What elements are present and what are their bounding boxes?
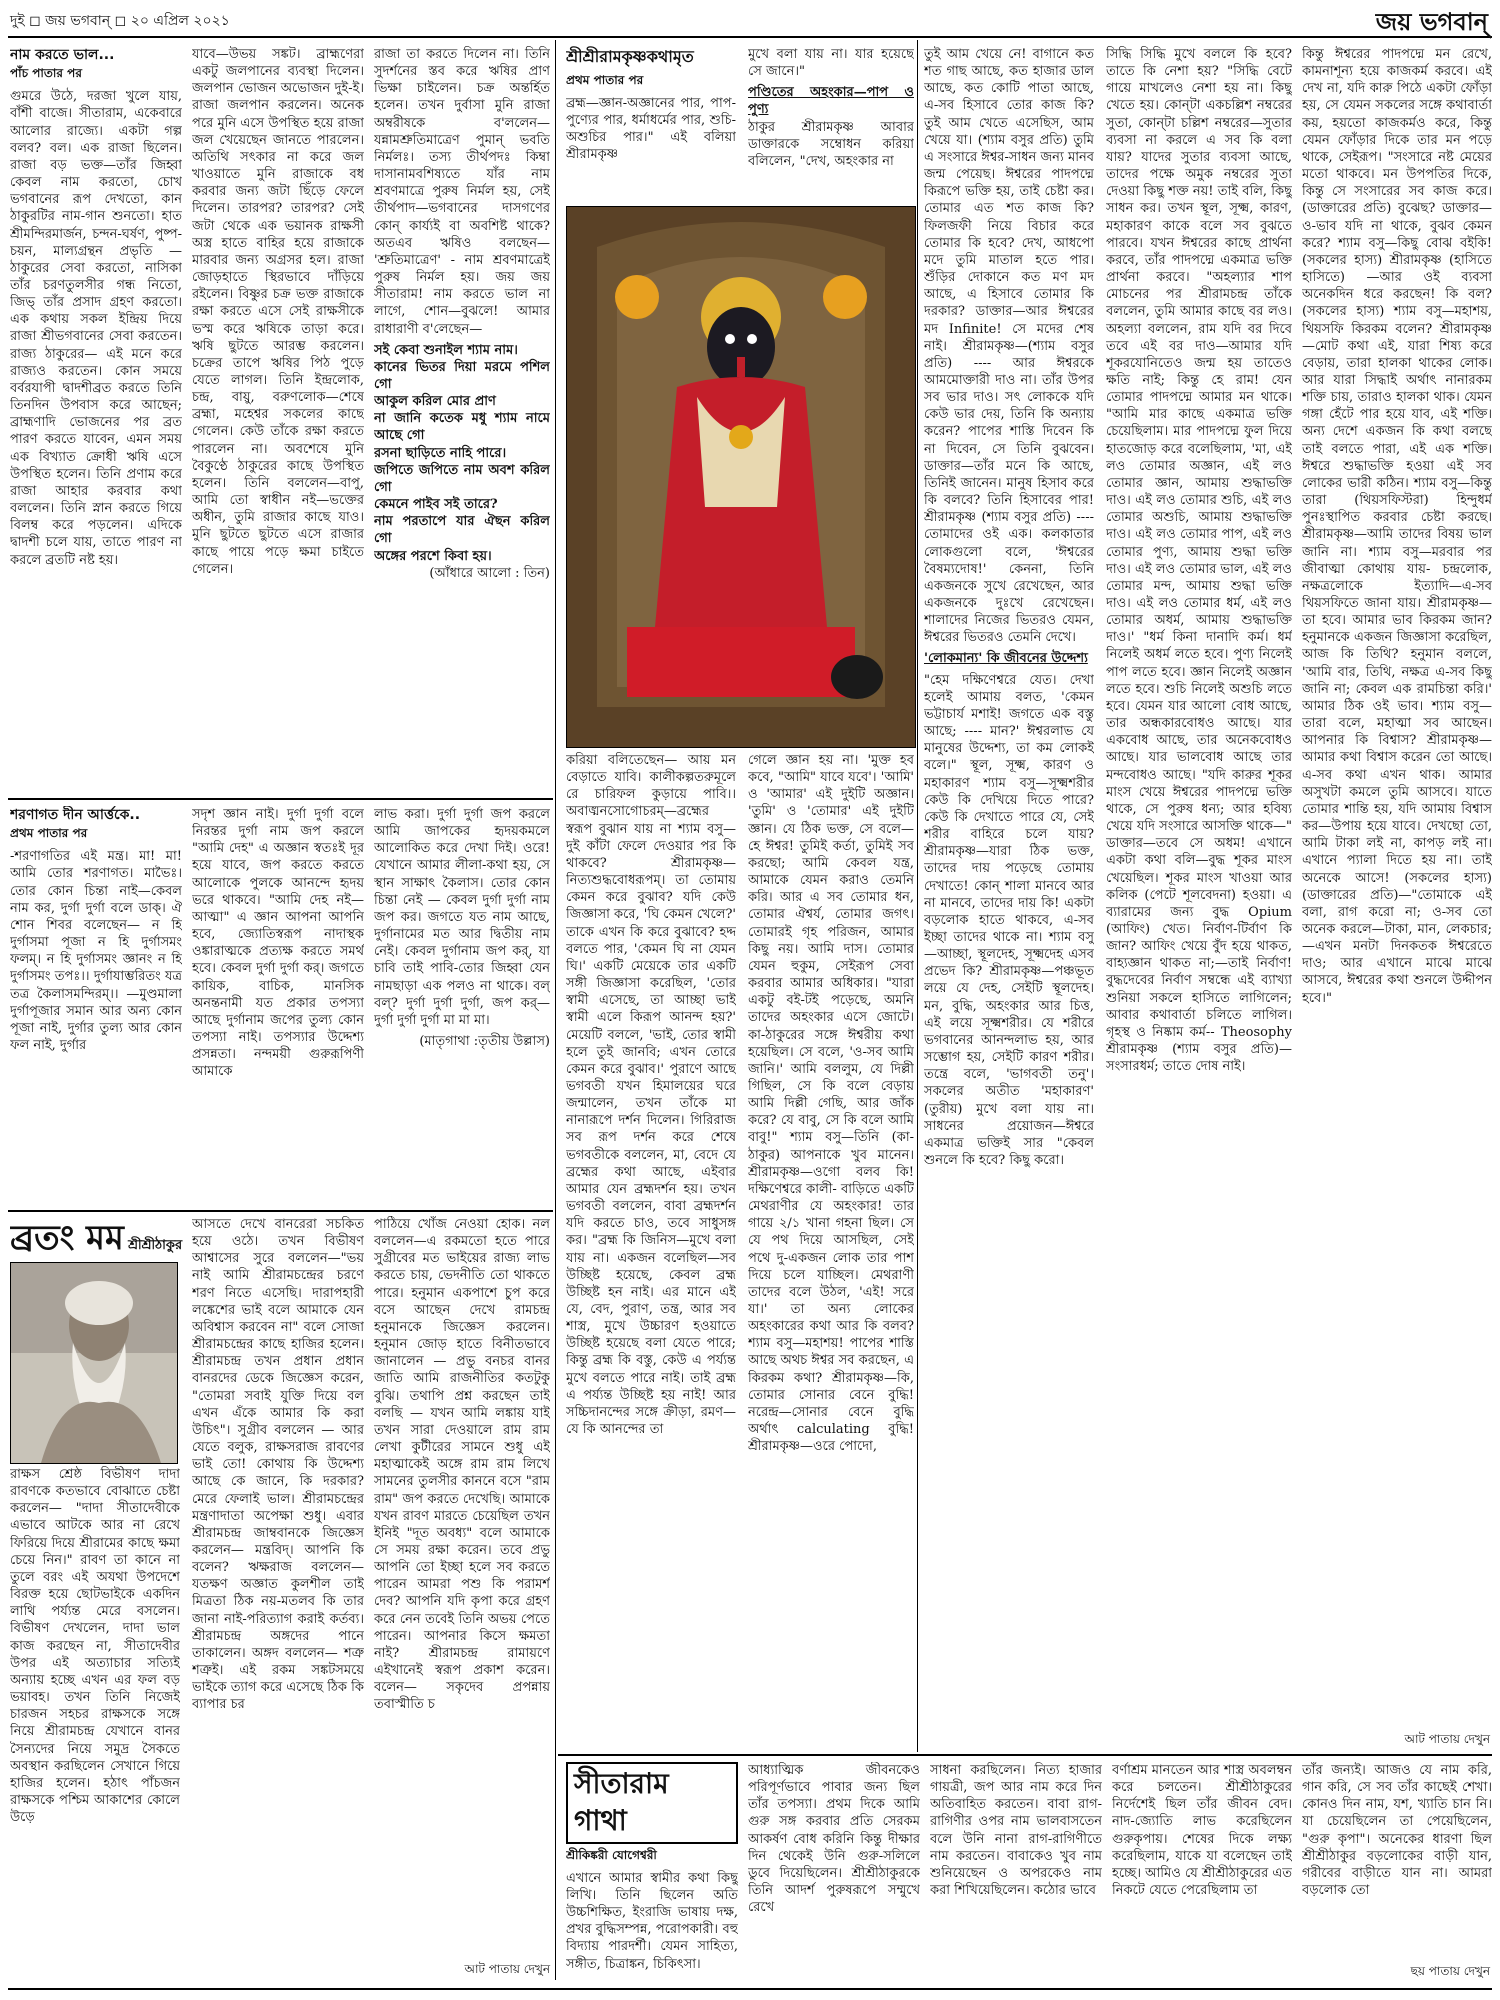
story-column xyxy=(1302,46,1492,1730)
page-header xyxy=(8,6,1492,38)
story-text: গেলে জ্ঞান হয় না। 'মুক্ত হব কবে, "আমি" যাবে যবে'। 'আমি' ও 'আমার' এই দুইটি অজ্ঞান। 'তুমি' ও 'তোমার' এই দুইটি জ্ঞান। যে ঠিক ভক্ত, সে বলে—হে ঈশ্বর! তুমিই কর্তা, তুমিই সব করছো; আমি কেবল যন্ত্র, আমাকে যেমন করাও তেমনি করি। আর এ সব তোমার ধন, তোমার ঐশ্বর্য, তোমার জগৎ। তোমারই গৃহ পরিজন, আমার কিছু নয়। আমি দাস। তোমার যেমন হুকুম, সেইরূপ সেবা করবার আমার অধিকার। "যারা একটু বই-টই পড়েছে, অমনি তাদের অহংকার এসে জোটে। কা-ঠাকুরের সঙ্গে ঈশ্বরীয় কথা হয়েছিল। সে বলে, 'ও-সব আমি জানি।' আমি বললুম, যে দিল্লী গিছিল, সে কি বলে বেড়ায় আমি দিল্লী গেছি, আর জাঁক করে? যে বাবু, সে কি বলে আমি বাবু!" শ্যাম বসু—তিনি (কা-ঠাকুর) আপনাকে খুব মানেন। শ্রীরামকৃষ্ণ—ওগো বলব কি! দক্ষিণেশ্বরে কালী- বাড়িতে একটি মেথরাণীর যে অহংকার! তার গায়ে ২/১ খানা গহনা ছিল। সে যে পথ দিয়ে আসছিল, সেই পথে দু-একজন লোক তার পাশ দিয়ে চলে যাচ্ছিল। মেথরাণী তাদের বলে উঠল, 'এই! সরে যা।' তা অন্য লোকের অহংকারের কথা আর কি বলব? শ্যাম বসু—মহাশয়! পাপের শাস্তি আছে অথচ ঈশ্বর সব করছেন, এ কিরকম কথা? শ্রীরামকৃষ্ণ—কি, তোমার সোনার বেনে বুদ্ধি! নরেন্দ্র—সোনার বেনে বুদ্ধি অর্থাৎ calculating বুদ্ধি! শ্রীরামকৃষ্ণ—ওরে পোদো, xyxy=(748,753,914,1455)
story-continued: প্রথম পাতার পর xyxy=(566,73,644,88)
section-heading: 'লোকমান্য' কি জীবনের উদ্দেশ্য xyxy=(924,651,1088,667)
author: শ্রীশ্রীঠাকুর xyxy=(128,1238,183,1253)
story-title: নাম করতে ভাল... xyxy=(10,47,115,63)
story-column xyxy=(10,1466,180,1984)
divider xyxy=(8,1210,553,1212)
story-column xyxy=(930,1762,1102,1984)
story-column xyxy=(1112,1762,1292,1984)
story-text: বর্ণাশ্রম মানতেন আর শাস্ত্র অবলম্বন করে চলতেন। শ্রীশ্রীঠাকুরের নির্দেশেই ছিল তাঁর জীবন বেদ। নাদ-জ্যোতি লাভ করেছিলেন গুরুকৃপায়। শেষের দিকে লক্ষ্য করেছিলাম, যাকে যা বলেছেন তাই হচ্ছে। আমিও যে শ্রীশ্রীঠাকুরের এত নিকটে যেতে পেরেছিলাম তা xyxy=(1112,1763,1292,1899)
story-title: শ্রীশ্রীরামকৃষ্ণকথামৃত xyxy=(566,47,694,66)
story-sitaram-gatha xyxy=(566,1762,738,1984)
section-heading: পণ্ডিতের অহংকার—পাপ ও পুণ্য xyxy=(748,85,914,118)
story-text: রাক্ষস শ্রেষ্ঠ বিভীষণ দাদা রাবণকে কতভাবে বোঝাতে চেষ্টা করলেন— "দাদা সীতাদেবীকে এভাবে আটকে আর না রেখে ফিরিয়ে দিয়ে শ্রীরামের কাছে ক্ষমা চেয়ে নিন।" রাবণ তা কানে না তুলে বরং এই অযথা উপদেশে বিরক্ত হয়ে ছোটভাইকে একদিন লাথি পর্য্যন্ত মেরে বসলেন। বিভীষণ দেখলেন, দাদা ভাল কাজ করছেন না, সীতাদেবীর উপর এই অত্যাচার সত্যিই অন্যায় হচ্ছে এখন এর ফল বড় ভয়াবহ। তখন তিনি নিজেই চারজন সহচর রাক্ষসকে সঙ্গে নিয়ে শ্রীরামচন্দ্র যেখানে বানর সৈন্যদের নিয়ে সমুদ্র সৈকতে অবস্থান করছিলেন সেখানে গিয়ে হাজির হলেন। হঠাৎ পাঁচজন রাক্ষসকে পশ্চিম আকাশের কোলে উড়ে xyxy=(10,1467,180,1826)
story-saranagata xyxy=(10,806,182,1206)
author: শ্রীকিঙ্করী যোগেশ্বরী xyxy=(566,1847,657,1862)
poem-line: কেমনে পাইব সই তারে? xyxy=(374,497,498,513)
story-column xyxy=(192,1216,364,1984)
divider xyxy=(917,40,918,1752)
poem-line: রসনা ছাড়িতে নাহি পারে। xyxy=(374,445,507,461)
story-text: পাঠিয়ে খোঁজ নেওয়া হোক। নল বললেন—এ রকমতো হতে পারে সুগ্রীবের মত ভাইয়ের রাজ্য লাভ করতে চায়, ভেদনীতি তো থাকতে পারে। হনুমান একপাশে চুপ করে বসে আছেন দেখে রামচন্দ্র হনুমানকে জিজ্ঞেস করলেন। হনুমান জোড় হাতে বিনীতভাবে জানালেন — প্রভু বনচর বানর জাতি আমি রাজনীতির কতটুকু বুঝি। তথাপি প্রশ্ন করছেন তাই বলছি — যখন আমি লঙ্কায় যাই তখন সারা দেওয়ালে রাম রাম লেখা কুটীরের সামনে শুধু এই মহাত্মাকেই অঙ্গে রাম রাম লিখে সামনের তুলসীর কাননে বসে "রাম রাম" জপ করতে দেখেছি। আমাকে যখন রাবণ মারতে চেয়েছিল তখন ইনিই "দূত অবধ্য" বলে আমাকে সে সময় রক্ষা করেন। তবে প্রভু আপনি তো ইচ্ছা হলে সব করতে পারেন আমরা পশু কি পরামর্শ দেব? আপনি যদি কৃপা করে গ্রহণ করে নেন তবেই তিনি অভয় পেতে পারেন। আপনার কিসে ক্ষমতা নাই? শ্রীরামচন্দ্র রামায়ণে এইখানেই স্বরূপ প্রকাশ করেন। বলেন— সকৃদেব প্রপন্নায় তবাস্মীতি চ xyxy=(374,1217,550,1713)
story-text: সদৃশ জ্ঞান নাই। দুর্গা দুর্গা বলে নিরন্তর দুর্গা নাম জপ করলে "আমি দেহ" এ অজ্ঞান স্বতঃই দূর হয়ে যাবে, জপ করতে করতে আলোকে পুলকে আনন্দে হৃদয় ভরে থাকবে। "আমি দেহ নই—আত্মা" এ জ্ঞান আপনা আপনি হবে, জ্যোতিস্বরূপ নাদাস্থক ওঙ্কারাত্মকে প্রত্যক্ষ করতে সমর্থ হবে। কেবল দুর্গা দুর্গা কর্। জগতে কায়িক, বাচিক, মানসিক অনন্তনামী যত প্রকার তপস্যা আছে দুর্গানাম জপের তুল্য কোন তপস্যা নাই। তপস্যার উদ্দেশ্য প্রসন্নতা। নন্দময়ী গুরুরূপিণী আমাকে xyxy=(192,807,364,1080)
story-text: সাধনা করছিলেন। নিত্য হাজার গায়ত্রী, জপ আর নাম করে দিন অতিবাহিত করতেন। বাবা রাগ-রাগিণীর ওপর নাম ভালবাসতেন বলে উনি নানা রাগ-রাগিণীতে নাম করতেন। বাবাকেও খুব নাম শুনিয়েছেন ও অপরকেও নাম করা শিখিয়েছিলেন। কঠোর ভাবে xyxy=(930,1763,1102,1899)
continued-note: আট পাতায় দেখুন xyxy=(464,1962,550,1976)
story-continued: পাঁচ পাতার পর xyxy=(10,66,82,81)
story-column xyxy=(924,46,1094,1748)
story-text: মুখে বলা যায় না। যার হয়েছে সে জানে।" xyxy=(748,47,914,80)
story-text: -শরণাগতির এই মন্ত্র। মা! মা! আমি তোর শরণাগত। মাভৈঃ। তোর কোন চিন্তা নাই—কেবল নাম কর, দুর্গা দুর্গা বলে ডাক্। ঐ শোন শিবর বলেছেন— ন হি দুর্গাসমা পূজা ন হি দুর্গাসমং ফলম্। ন হি দুর্গাসমং জ্ঞানং ন হি দুর্গাসমং তপঃ।। দুর্গাযাম্ভরিতং যত্র তত্র কৈলাসমন্দিরম্।। —মুণ্ডমালা দুর্গাপূজার সমান আর অন্য কোন পূজা নাই, দুর্গার তুল্য আর কোন ফল নাই, দুর্গার xyxy=(10,849,182,1054)
deity-photo xyxy=(566,206,916,748)
story-column xyxy=(748,1762,920,1984)
deity-image xyxy=(567,207,915,747)
story-kathamrita xyxy=(566,46,736,206)
masthead-title: জয় ভগবান্ xyxy=(1375,7,1488,36)
story-column xyxy=(192,46,364,794)
story-column xyxy=(192,806,364,1206)
poem-line: নাম পরতাপে যার ঐছন করিল গো xyxy=(374,514,550,547)
story-column xyxy=(748,46,914,206)
continued-note: আট পাতায় দেখুন xyxy=(1404,1732,1490,1746)
poem-line: জপিতে জপিতে নাম অবশ করিল গো xyxy=(374,462,550,495)
story-text: করিয়া বলিতেছেন— আয় মন বেড়াতে যাবি। কালীকল্পতরুমূলে রে চারিফল কুড়ায়ে পাবি।। অবাঙ্মনসোগোচরম্—ব্রহ্মের স্বরূপ বুঝান যায় না শ্যাম বসু—দুই কাঁটা ফেলে দেওয়ার পর কি থাকবে? শ্রীরামকৃষ্ণ—নিত্যশুদ্ধবোধরূপম্। তা তোমায় কেমন করে বুঝাব? যদি কেউ জিজ্ঞাসা করে, 'ঘি কেমন খেলে?' তাকে এখন কি করে বুঝাবে? হদ্দ বলতে পার, 'কেমন ঘি না যেমন ঘি।' একটি মেয়েকে তার একটি সঙ্গী জিজ্ঞাসা করেছিল, 'তোর স্বামী এসেছে, তা আচ্ছা ভাই স্বামী এলে কিরূপ আনন্দ হয়?' মেয়েটি বললে, 'ভাই, তোর স্বামী হলে তুই জানবি; এখন তোরে কেমন করে বুঝাব।' পুরাণে আছে ভগবতী যখন হিমালয়ের ঘরে জন্মালেন, তখন তাঁকে মা নানারূপে দর্শন দিলেন। গিরিরাজ সব রূপ দর্শন করে শেষে ভগবতীকে বললেন, মা, বেদে যে ব্রহ্মের কথা আছে, এইবার আমার যেন ব্রহ্মদর্শন হয়। তখন ভগবতী বললেন, বাবা ব্রহ্মদর্শন যদি করতে চাও, তবে সাধুসঙ্গ কর। "ব্রহ্ম কি জিনিস—মুখে বলা যায় না। একজন বলেছিল—সব উচ্ছিষ্ট হয়েছে, কেবল ব্রহ্ম উচ্ছিষ্ট হন নাই। এর মানে এই যে, বেদ, পুরাণ, তন্ত্র, আর সব শাস্ত্র, মুখে উচ্চারণ হওয়াতে উচ্ছিষ্ট হয়েছে বলা যেতে পারে; কিন্তু ব্রহ্ম কি বস্তু, কেউ এ পর্য্যন্ত মুখে বলতে পারে নাই। তাই ব্রহ্ম এ পর্য্যন্ত উচ্ছিষ্ট হয় নাই! আর সচ্চিদানন্দের সঙ্গে ক্রীড়া, রমণ— যে কি আনন্দের তা xyxy=(566,753,736,1438)
poem-line: কানের ভিতর দিয়া মরমে পশিল গো xyxy=(374,359,550,392)
story-text: তুই আম খেয়ে নে! বাগানে কত শত গাছ আছে, কত হাজার ডাল আছে, কত কোটি পাতা আছে, এ-সব হিসাবে তোর কাজ কি? তুই আম খেতে এসেছিস, আম খেয়ে যা। (শ্যাম বসুর প্রতি) তুমি এ সংসারে ঈশ্বর-সাধন জন্য মানব জন্ম পেয়েছ। ঈশ্বরের পাদপদ্মে কিরূপে ভক্তি হয়, তাই চেষ্টা কর। তোমার এত শত কাজ কি? ফিলজফী নিয়ে বিচার করে তোমার কি হবে? দেখ, আধপো মদে তুমি মাতাল হতে পার। শুঁড়ির দোকানে কত মণ মদ আছে, এ হিসাবে তোমার কি দরকার? ডাক্তার—আর ঈশ্বরের মদ Infinite! সে মদের শেষ নাই। শ্রীরামকৃষ্ণ—(শ্যাম বসুর প্রতি) ---- আর ঈশ্বরকে আমমোক্তারী দাও না। তাঁর উপর সব ভার দাও। সৎ লোককে যদি কেউ ভার দেয়, তিনি কি অন্যায় করেন? পাপের শাস্তি দিবেন কি না দিবেন, সে তিনি বুঝবেন। ডাক্তার—তাঁর মনে কি আছে, তিনিই জানেন। মানুষ হিসাব করে কি বলবে? তিনি হিসাবের পার! শ্রীরামকৃষ্ণ (শ্যাম বসুর প্রতি) ----তোমাদের ওই এক। কলকাতার লোকগুলো বলে, 'ঈশ্বরের বৈষম্যদোষ!' কেননা, তিনি একজনকে সুখে রেখেছেন, আর একজনকে দুঃখে রেখেছেন। শালাদের নিজের ভিতরও যেমন, ঈশ্বরের ভিতরও তেমনি দেখে। xyxy=(924,47,1094,646)
story-text: ব্রহ্ম—জ্ঞান-অজ্ঞানের পার, পাপ-পুণ্যের পার, ধর্মাধর্মের পার, শুচি-অশুচির পার।" এই বলিয়া শ্রীরামকৃষ্ণ xyxy=(566,95,736,163)
story-column xyxy=(566,752,736,1748)
poem-line: অঙ্গের পরশে কিবা হয়। xyxy=(374,548,492,564)
story-column xyxy=(748,752,914,1748)
story-column xyxy=(374,806,550,1206)
story-column xyxy=(1302,1762,1492,1962)
story-continued: প্রথম পাতার পর xyxy=(10,826,88,841)
story-title: ব্রতং মম xyxy=(10,1218,124,1258)
header-dateline: দুই ◻ জয় ভগবান্ ◻ ২০ এপ্রিল ২০২১ xyxy=(10,13,230,29)
divider xyxy=(8,798,553,800)
source-note: (মাতৃগাথা :তৃতীয় উল্লাস) xyxy=(419,1034,550,1050)
story-text: কিন্তু ঈশ্বরের পাদপদ্মে মন রেখে, কামনাশূন্য হয়ে কাজকর্ম করবে। এই দেখ না, যদি কারু পিঠে একটা ফোঁড়া হয়, সে যেমন সকলের সঙ্গে কথাবার্তা কয়, হয়তো কাজকর্মও করে, কিন্তু যেমন ফোঁড়ার দিকে তার মন পড়ে থাকে, সেইরূপ। "সংসারে নষ্ট মেয়ের মতো থাকবে। মন উপপতির দিকে, কিন্তু সে সংসারের সব কাজ করে। (ডাক্তারের প্রতি) বুঝেছ? ডাক্তার—ও-ভাব যদি না থাকে, বুঝব কেমন করে? শ্যাম বসু—কিছু বোঝ বইকি! (সকলের হাস্য) শ্রীরামকৃষ্ণ (হাসিতে হাসিতে) —আর ওই ব্যবসা অনেকদিন ধরে করছেন! কি বল? (সকলের হাস্য) শ্যাম বসু—মহাশয়, থিয়সফি কিরকম বলেন? শ্রীরামকৃষ্ণ—মোট কথা এই, যারা শিষ্য করে বেড়ায়, তারা হালকা থাকের লোক। আর যারা সিদ্ধাই অর্থাৎ নানারকম শক্তি চায়, তারাও হালকা থাক। যেমন গঙ্গা হেঁটে পার হয়ে যাব, এই শক্তি। অন্য দেশে একজন কি কথা বলছে তাই বলতে পারা, এই এক শক্তি। ঈশ্বরে শুদ্ধাভক্তি হওয়া এই সব লোকের ভারী কঠিন। শ্যাম বসু—কিন্তু তারা (থিয়সফিস্টরা) হিন্দুধর্ম পুনঃস্থাপিত করবার চেষ্টা করছে। শ্রীরামকৃষ্ণ—আমি তাদের বিষয় ভাল জানি না। শ্যাম বসু—মরবার পর জীবাত্মা কোথায় যায়- চন্দ্রলোক, নক্ষত্রলোকে ইত্যাদি—এ-সব থিয়সফিতে জানা যায়। শ্রীরামকৃষ্ণ—তা হবে। আমার ভাব কিরকম জান? হনুমানকে একজন জিজ্ঞাসা করেছিল, আজ কি তিথি? হনুমান বললে, 'আমি বার, তিথি, নক্ষত্র এ-সব কিছু জানি না; কেবল এক রামচিন্তা করি।' আমার ঠিক ওই ভাব। শ্যাম বসু—তারা বলে, মহাত্মা সব আছেন। আপনার কি বিশ্বাস? শ্রীরামকৃষ্ণ—আমার কথা বিশ্বাস করেন তো আছে। এ-সব কথা এখন থাক। আমার অসুখটা কমলে তুমি আসবে। যাতে তোমার শান্তি হয়, যদি আমায় বিশ্বাস কর—উপায় হয়ে যাবে। দেখছো তো, আমি টাকা লই না, কাপড় লই না। এখানে প্যালা দিতে হয় না। তাই অনেকে আসে! (সকলের হাস্য) (ডাক্তারের প্রতি)—"তোমাকে এই বলা, রাগ করো না; ও-সব তো অনেক করলে—টাকা, মান, লেকচার;—এখন মনটা দিনকতক ঈশ্বরেতে দাও; আর এখানে মাঝে মাঝে আসবে, ঈশ্বরের কথা শুনলে উদ্দীপন হবে।" xyxy=(1302,47,1492,1006)
story-text: তাঁর জন্যই। আজও যে নাম করি, গান করি, সে সব তাঁর কাছেই শেখা। কোনও দিন নাম, যশ, খ্যাতি চান নি। যা চেয়েছিলেন তা পেয়েছিলেন, "গুরু কৃপা"। অনেকের ধারণা ছিল শ্রীশ্রীঠাকুর বড়লোকের বাড়ী যান, গরীবের বাড়ীতে যান না। আমরা বড়লোক তো xyxy=(1302,1763,1492,1899)
divider xyxy=(555,40,556,1980)
story-text: আসতে দেখে বানরেরা সচকিত হয়ে ওঠে। তখন বিভীষণ আশ্বাসের সুরে বললেন—"ভয় নাই আমি শ্রীরামচন্দ্রের চরণে শরণ নিতে এসেছি। দারাপহারী লঙ্কেশের ভাই বলে আমাকে যেন অবিশ্বাস করবেন না" বলে সোজা শ্রীরামচন্দ্রের কাছে হাজির হলেন। শ্রীরামচন্দ্র তখন প্রধান প্রধান বানরদের ডেকে জিজ্ঞেস করেন, "তোমরা সবাই যুক্তি দিয়ে বল এখন এঁকে আমার কি করা উচিৎ"। সুগ্রীব বললেন — আর যেতে বলুক, রাক্ষসরাজ রাবণের ভাই তো! কোথায় কি উদ্দেশ্য আছে কে জানে, কি দরকার? মেরে ফেলাই ভাল। শ্রীরামচন্দ্রের মন্ত্রণাদাতা অপেক্ষা শুধু। এবার শ্রীরামচন্দ্র জাম্ববানকে জিজ্ঞেস করলেন— মন্ত্রবিদ্। আপনি কি বলেন? ঋক্ষরাজ বললেন—যতক্ষণ অজ্ঞাত কুলশীল তাই মিত্রতা ঠিক নয়-মতলব কি তার জানা নাই-পরিত্যাগ করাই কর্তব্য। শ্রীরামচন্দ্র অঙ্গদের পানে তাকালেন। অঙ্গদ বললেন— শত্রু শত্রুই। এই রকম সঙ্কটসময়ে ভাইকে ত্যাগ করে এসেছে ঠিক কি ব্যাপার চর xyxy=(192,1217,364,1713)
poem-line: সই কেবা শুনাইল শ্যাম নাম। xyxy=(374,342,518,358)
poem-line: না জানি কতেক মধু শ্যাম নামে আছে গো xyxy=(374,411,550,444)
divider xyxy=(8,1988,1492,1990)
poem xyxy=(374,342,550,565)
portrait-image xyxy=(11,1263,177,1463)
divider xyxy=(558,1754,1492,1756)
story-column xyxy=(374,1216,550,1984)
story-text: "হেম দক্ষিণেশ্বরে যেত। দেখা হলেই আমায় বলত, 'কেমন ভট্টাচার্য মশাই! জগতে এক বস্তু আছে; ---- মান?' ঈশ্বরলাভ যে মানুষের উদ্দেশ্য, তা কম লোকই বলে।" স্থূল, সূক্ষ্ম, কারণ ও মহাকারণ শ্যাম বসু—সূক্ষ্মশরীর কেউ কি দেখিয়ে দিতে পারে? কেউ কি দেখাতে পারে যে, সেই শরীর বাহিরে চলে যায়? শ্রীরামকৃষ্ণ—যারা ঠিক ভক্ত, তাদের দায় পড়েছে তোমায় দেখাতে! কোন্ শালা মানবে আর না মানবে, তাদের দায় কি! একটা বড়লোক হাতে থাকবে, এ-সব ইচ্ছা তাদের থাকে না। শ্যাম বসু—আচ্ছা, স্থূলদেহ, সূক্ষ্মদেহ এসব প্রভেদ কি? শ্রীরামকৃষ্ণ—পঞ্চভূত লয়ে যে দেহ, সেইটি স্থূলদেহ। মন, বুদ্ধি, অহংকার আর চিত্ত, এই লয়ে সূক্ষ্মশরীর। যে শরীরে ভগবানের আনন্দলাভ হয়, আর সম্ভোগ হয়, সেইটি কারণ শরীর। তন্ত্রে বলে, 'ভাগবতী তনু'। সকলের অতীত 'মহাকারণ' (তুরীয়) মুখে বলা যায় না। সাধনের প্রয়োজন—ঈশ্বরে একমাত্র ভক্তিই সার "কেবল শুনলে কি হবে? কিছু করো। xyxy=(924,672,1094,1168)
vratam-heading xyxy=(10,1216,190,1260)
story-nam-karte xyxy=(10,46,182,794)
story-title: শরণাগত দীন আর্ত্তকে.. xyxy=(10,807,141,823)
story-title: সীতারাম গাথা xyxy=(566,1762,738,1844)
continued-note: ছয় পাতায় দেখুন xyxy=(1410,1964,1490,1978)
poem-line: আকুল করিল মোর প্রাণ xyxy=(374,394,496,410)
source-note: (আঁধারে আলো : তিন) xyxy=(429,565,550,581)
story-text: আধ্যাত্মিক জীবনকেও পরিপূর্ণভাবে পাবার জন্য ছিল তাঁর তপস্যা। প্রথম দিকে আমি গুরু সঙ্গ করবার প্রতি সেরকম আকর্ষণ বোধ করিনি কিন্তু দীক্ষার দিন থেকেই উনি গুরু-সলিলে ডুবে দিয়েছিলেন। শ্রীশ্রীঠাকুরকে তিনি আদর্শ পুরুষরূপে সম্মুখে রেখে xyxy=(748,1763,920,1916)
story-column xyxy=(374,46,550,794)
story-text: সিদ্ধি সিদ্ধি মুখে বললে কি হবে? তাতে কি নেশা হয়? "সিদ্ধি বেটে গায়ে মাখলেও নেশা হয় না। কিছু খেতে হয়। কোন্‌টা একচল্লিশ নম্বরের সুতা, কোন্‌টা চল্লিশ নম্বরের—সুতার ব্যবসা না করলে এ সব কি বলা যায়? যাদের সুতার ব্যবসা আছে, তাদের পক্ষে অমুক নম্বরের সুতা দেওয়া কিছু শক্ত নয়! তাই বলি, কিছু সাধন কর। তখন স্থূল, সূক্ষ্ম, কারণ, মহাকারণ কাকে বলে সব বুঝতে পারবে। যখন ঈশ্বরের কাছে প্রার্থনা করবে, তাঁর পাদপদ্মে একমাত্র ভক্তি প্রার্থনা করবে। "অহল্যার শাপ মোচনের পর শ্রীরামচন্দ্র তাঁকে বললেন, তুমি আমার কাছে বর লও। অহল্যা বললেন, রাম যদি বর দিবে তবে এই বর দাও—আমার যদি শূকরযোনিতেও জন্ম হয় তাতেও ক্ষতি নাই; কিন্তু হে রাম! যেন তোমার পাদপদ্মে আমার মন থাকে। "আমি মার কাছে একমাত্র ভক্তি চেয়েছিলাম। মার পাদপদ্মে ফুল দিয়ে হাতজোড় করে বলেছিলাম, 'মা, এই লও তোমার অজ্ঞান, এই লও তোমার জ্ঞান, আমায় শুদ্ধাভক্তি দাও। এই লও তোমার শুচি, এই লও তোমার অশুচি, আমায় শুদ্ধাভক্তি দাও। এই লও তোমার পাপ, এই লও তোমার পুণ্য, আমায় শুদ্ধা ভক্তি দাও। এই লও তোমার ভাল, এই লও তোমার মন্দ, আমায় শুদ্ধা ভক্তি দাও। এই লও তোমার ধর্ম, এই লও তোমার অধর্ম, আমায় শুদ্ধাভক্তি দাও।' "ধর্ম কিনা দানাদি কর্ম। ধর্ম নিলেই অধর্ম লতে হবে। পুণ্য নিলেই পাপ লতে হবে। জ্ঞান নিলেই অজ্ঞান লতে হবে। শুচি নিলেই অশুচি লতে হবে। যেমন যার আলো বোধ আছে, তার অন্ধকারবোধও আছে। যার একবোধ আছে, তার অনেকবোধও আছে। যার ভালবোধ আছে তার মন্দবোধও আছে। "যদি কারুর শূকর মাংস খেয়ে ঈশ্বরের পাদপদ্মে ভক্তি থাকে, সে পুরুষ ধন্য; আর হবিষ্য খেয়ে যদি সংসারে আসক্তি থাকে—" ডাক্তার—তবে সে অধম! এখানে একটা কথা বলি—বুদ্ধ শূকর মাংস খেয়েছিল। শূকর মাংস খাওয়া আর কলিক (পেটে শূলবেদনা) হওয়া। এ ব্যারামের জন্য বুদ্ধ Opium (আফিং) খেত। নির্বাণ-টির্বাণ কি জান? আফিং খেয়ে বুঁদ হয়ে থাকত, বাহ্যজ্ঞান থাকত না;—তাই নির্বাণ! বুদ্ধদেবের নির্বাণ সম্বন্ধে এই ব্যাখ্যা শুনিয়া সকলে হাসিতে লাগিলেন; আবার কথাবার্তা চলিতে লাগিল। গৃহস্থ ও নিষ্কাম কর্ম-- Theosophy শ্রীরামকৃষ্ণ (শ্যাম বসুর প্রতি)— সংসারধর্ম; তাতে দোষ নাই। xyxy=(1106,47,1292,1075)
story-text: যাবে—উভয় সঙ্কট। ব্রাহ্মণেরা একটু জলপানের ব্যবস্থা দিলেন। জলপান ভোজন অভোজন দুই-ই। রাজা জলপান করলেন। অনেক পরে মুনি এসে উপস্থিত হয়ে রাজা জল খেয়েছেন জানতে পারলেন। অতিথি সৎকার না করে জল খাওয়াতে মুনি রাজাকে বধ করবার জন্য জটা ছিঁড়ে ফেলে দিলেন। তারপর? তারপর? সেই জটা থেকে এক ভয়ানক রাক্ষসী অস্ত্র হাতে বাহির হয়ে রাজাকে মারবার জন্য অগ্রসর হল। রাজা জোড়হাতে স্থিরভাবে দাঁড়িয়ে রইলেন। বিষ্ণুর চক্র ভক্ত রাজাকে রক্ষা করতে এসে সেই রাক্ষসীকে ভস্ম করে ঋষিকে তাড়া করে। ঋষি ছুটতে আরম্ভ করলেন। চক্রের তাপে ঋষির পিঠ পুড়ে যেতে লাগল। তিনি ইন্দ্রলোক, চন্দ্র, বায়ু, বরুণলোক—শেষে ব্রহ্মা, মহেশ্বর সকলের কাছে গেলেন। কেউ তাঁকে রক্ষা করতে পারলেন না। অবশেষে মুনি বৈকুণ্ঠে ঠাকুরের কাছে উপস্থিত হলেন। তিনি বললেন—বাপু, আমি তো স্বাধীন নই—ভক্তের অধীন, তুমি রাজার কাছে যাও। মুনি ছুটতে ছুটতে এসে রাজার কাছে পায়ে পড়ে ক্ষমা চাইতে গেলেন। xyxy=(192,47,364,577)
story-text: এখানে আমার স্বামীর কথা কিছু লিখি। তিনি ছিলেন অতি উচ্চশিক্ষিত, ইংরাজি ভাষায় দক্ষ, প্রখর বুদ্ধিসম্পন্ন, পরোপকারী। বহু বিদ্যায় পারদর্শী। যেমন সাহিত্য, সঙ্গীত, চিত্রাঙ্কন, চিকিৎসা। xyxy=(566,1870,738,1972)
story-text: লাভ করা। দুর্গা দুর্গা জপ করলে আমি জাপকের হৃদয়কমলে আলোকিত করে দেখা দিই। ওরে! যেখানে আমার লীলা-কথা হয়, সে স্থান সাক্ষাৎ কৈলাস। তোর কোন চিন্তা নেই — কেবল দুর্গা দুর্গা নাম জপ কর। জগতে যত নাম আছে, দুর্গানামের মত আর দ্বিতীয় নাম নেই। কেবল দুর্গানাম জপ কর্, যা চাবি তাই পাবি-তোর জিহ্বা যেন নামছাড়া এক পলও না থাকে। বল্ বল্? দুর্গা দুর্গা দুর্গা, জপ কর্— দুর্গা দুর্গা দুর্গা মা মা মা। xyxy=(374,807,550,1028)
portrait-photo xyxy=(10,1262,178,1464)
story-text: রাজা তা করতে দিলেন না। তিনি সুদর্শনের স্তব করে ঋষির প্রাণ ভিক্ষা চাইলেন। চক্র অন্তর্হিত হলেন। তখন দুর্বাসা মুনি রাজা অম্বরীষকে ব'ললেন— যন্নামশ্রুতিমাত্রেণ পুমান্ ভবতি নির্মলঃ। তস্য তীর্থপদঃ কিম্বা দাসানামবশিষ্যতে যাঁর নাম শ্রবণমাত্রে পুরুষ নির্মল হয়, সেই তীর্থপাদ—ভগবানের দাসগণের কোন্ কার্য্যই বা অবশিষ্ট থাকে? অতএব ঋষিও বলছেন— 'শ্রুতিমাত্রেণ' - নাম শ্রবণমাত্রেই পুরুষ নির্মল হয়। জয় জয় সীতারাম! নাম করতে ভাল না লাগে, শোন—বুঝলে! আমার রাধারাণী ব'লেছেন— xyxy=(374,47,550,337)
story-text: ঠাকুর শ্রীরামকৃষ্ণ আবার ডাক্তারকে সম্বোধন করিয়া বলিলেন, "দেখ, অহংকার না xyxy=(748,119,914,169)
story-text: গুমরে উঠে, দরজা খুলে যায়, বাঁশী বাজে। সীতারাম, একেবারে আলোর রাজ্যে। একটা গল্প বলব? বল। এক রাজা ছিলেন। রাজা বড় ভক্ত—তাঁর জিহ্বা কেবল নাম করতো, চোখ ভগবানের রূপ দেখতো, কান ঠাকুরটির নাম-গান শুনতো। হাত শ্রীমন্দিরমার্জন, চন্দন-ঘর্ষণ, পুষ্প-চয়ন, মাল্যগ্রন্থন প্রভৃতি —ঠাকুরের সেবা করতো, নাসিকা তাঁর চরণতুলসীর গন্ধ নিতো, জিভ্ তাঁর প্রসাদ গ্রহণ করতো। এক কথায় সকল ইন্দ্রিয় দিয়ে রাজা শ্রীভগবানের সেবা করতেন। রাজ্য ঠাকুরের— এই মনে করে রাজ্যও করতেন। কোন সময়ে বর্বরযাপী দ্বাদশীব্রত করতে তিনি তিনদিন উপবাস করে আছেন; ব্রাহ্মণাদি ভোজনের পর ব্রত পারণ করতে যাবেন, এমন সময় এক বিখ্যাত ক্রোধী ঋষি এসে উপস্থিত হলেন। তিনি প্রণাম করে রাজা আহার করবার কথা বললেন। তিনি স্নান করতে গিয়ে বিলম্ব করে পড়লেন। এদিকে দ্বাদশী চলে যায়, তাতে পারণ না করলে ব্রতটি নষ্ট হয়। xyxy=(10,89,182,568)
story-column xyxy=(1106,46,1292,1748)
